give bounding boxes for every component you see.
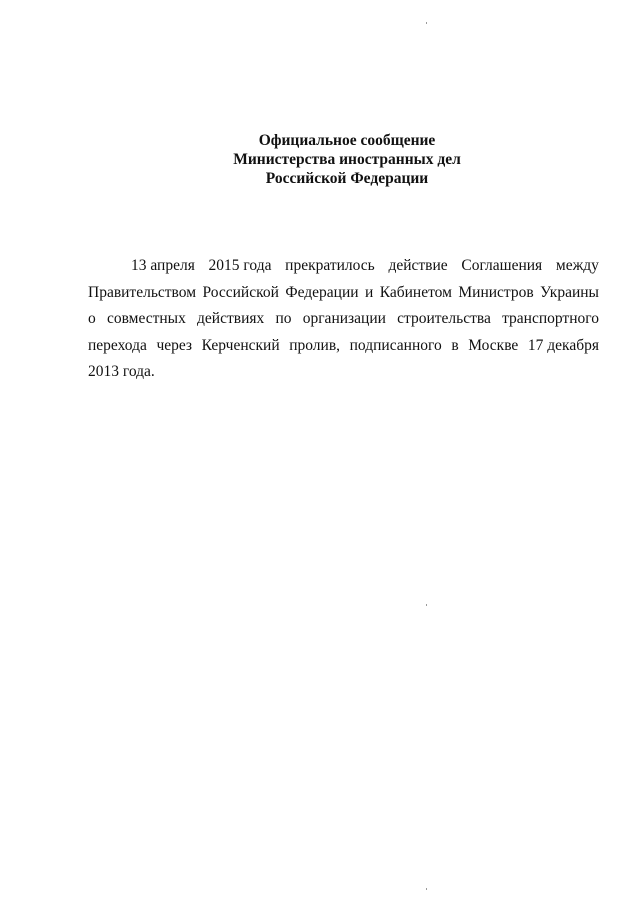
body-line — [88, 333, 599, 360]
word: Федерации — [285, 283, 359, 301]
word: Соглашения — [461, 257, 543, 274]
heading-line: Министерства иностранных дел — [233, 151, 461, 168]
body-line — [88, 253, 599, 280]
body-line — [88, 306, 599, 333]
scan-speck — [426, 888, 427, 890]
word: о — [88, 310, 96, 327]
word: Российской — [202, 283, 279, 301]
word: Кабинетом — [379, 283, 452, 301]
word: пролив, — [289, 336, 341, 354]
word: 2015 года — [208, 257, 272, 274]
word: 17 декабря — [527, 336, 599, 354]
word: Керченский — [201, 336, 280, 354]
word: 2013 года. — [88, 363, 155, 380]
word: действие — [388, 257, 448, 274]
word: 13 апреля — [131, 257, 195, 274]
word: Правительством — [88, 283, 197, 301]
word: между — [555, 257, 599, 274]
scan-speck — [426, 22, 427, 24]
word: перехода — [88, 336, 147, 354]
document-body — [88, 253, 599, 386]
word: подписанного — [349, 336, 442, 354]
word: Украины — [540, 283, 599, 301]
heading-line: Российской Федерации — [265, 170, 429, 187]
body-line — [88, 280, 599, 307]
word: транспортного — [502, 310, 599, 327]
word: организации — [302, 310, 386, 327]
body-line — [88, 359, 599, 386]
word: в — [451, 336, 459, 354]
word: по — [275, 310, 292, 327]
word: строительства — [397, 310, 491, 327]
heading-line: Официальное сообщение — [258, 132, 436, 149]
scan-speck — [426, 604, 427, 606]
word: через — [156, 336, 193, 354]
word: совместных — [106, 310, 186, 327]
word: Москве — [468, 336, 519, 354]
document-heading — [0, 131, 640, 188]
word: Министров — [458, 283, 534, 301]
word: действиях — [197, 310, 265, 327]
word: прекратилось — [285, 257, 375, 274]
word: и — [364, 283, 374, 301]
